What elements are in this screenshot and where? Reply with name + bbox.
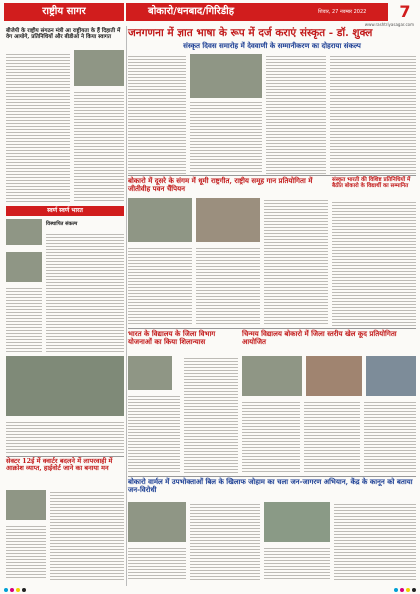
bottom-left-body-1 bbox=[6, 524, 46, 580]
left-top-headline: बीजेपी के राष्ट्रीय संगठन मंत्री आ राष्ट्रीयता के हैं दिहाती में वेग आयोगे, प्रतिनिधियों और बीडीओ ने किया स्वागत bbox=[6, 28, 121, 41]
center-photo-4 bbox=[366, 356, 416, 396]
left-top-body-2 bbox=[74, 90, 124, 202]
left-band-photo bbox=[6, 219, 42, 245]
middle-photo-1 bbox=[128, 198, 192, 242]
left-photo-2 bbox=[6, 252, 42, 282]
center-body-3 bbox=[242, 400, 300, 474]
left-top-photo bbox=[74, 50, 124, 86]
bottom-right-body-4 bbox=[334, 502, 416, 580]
section-divider bbox=[128, 476, 416, 477]
left-lower-body bbox=[6, 420, 124, 454]
main-headline: जनगणना में ज्ञात भाषा के रूप में दर्ज कराएं संस्कृत - डॉ. शुक्ल bbox=[128, 27, 373, 39]
left-top-body bbox=[6, 52, 70, 202]
main-photo bbox=[190, 54, 262, 98]
center-headline: भारत के विद्यालय के जिला विभाग योजनाओं का किया शिलान्यास bbox=[128, 329, 216, 347]
edition-title: बोकारो/धनबाद/गिरिडीह bbox=[148, 6, 235, 17]
middle-headline: बोकारो में दूसरे के संगम में धूमी राष्ट्रगीत, राष्ट्रीय समूह गान प्रतियोगिता में जीतीवीह पवन चैंपियन bbox=[128, 176, 313, 194]
center-body-1 bbox=[128, 394, 180, 474]
center-body-4 bbox=[304, 400, 360, 474]
bottom-right-body-3 bbox=[264, 546, 330, 580]
center-headline-2: चिन्मय विद्यालय बोकारो में जिला स्तरीय खेल कूद प्रतियोगिता आयोजित bbox=[242, 329, 397, 347]
left-photo-3 bbox=[6, 356, 124, 416]
print-registration-marks bbox=[394, 588, 416, 592]
section-divider bbox=[128, 175, 416, 176]
page-header bbox=[0, 0, 420, 27]
main-body-1 bbox=[128, 54, 186, 174]
right-headline: संस्कृत भारती की विशिष्ट प्रतिनिधियों में बैठीत बोकारो के विद्यार्थी का सम्मानित bbox=[332, 177, 411, 190]
bottom-right-headline: बोकारो वार्मल में उपभोक्ताओं बिल के खिलाफ जोहाम का चला जन-जागरण अभियान, केंद्र के कानून को बताया जन-विरोधी bbox=[128, 477, 413, 495]
bottom-left-body-2 bbox=[50, 490, 124, 580]
bottom-right-body-2 bbox=[190, 502, 260, 580]
middle-body-1 bbox=[128, 246, 192, 326]
left-mid-body bbox=[46, 232, 124, 352]
issue-date: शिवार, 27 नवम्बर 2022 bbox=[318, 9, 367, 15]
bottom-right-photo-2 bbox=[264, 502, 330, 542]
center-photo-1 bbox=[128, 356, 172, 390]
bottom-right-photo-1 bbox=[128, 502, 186, 542]
print-registration-marks bbox=[4, 588, 26, 592]
left-mid-headline: विस्थापित संकल्प bbox=[46, 221, 78, 227]
center-body-2 bbox=[184, 356, 238, 474]
bottom-left-headline: सेक्टर 12ई में क्वार्टर बदलने में लापरवाही में आक्रोश व्याप्त, हाईवोर्ट जाने का बनाया मन bbox=[6, 457, 113, 473]
main-body-4 bbox=[330, 54, 416, 174]
middle-body-2 bbox=[196, 246, 260, 326]
left-mid-body-2 bbox=[6, 286, 42, 352]
paper-name: राष्ट्रीय सागर bbox=[4, 3, 124, 21]
main-body-3 bbox=[266, 54, 326, 174]
main-body-2 bbox=[190, 100, 262, 174]
center-photo-2 bbox=[242, 356, 302, 396]
website-url: www.rashtriyasagar.com bbox=[364, 22, 414, 27]
section-divider bbox=[128, 328, 416, 329]
main-subheadline: संस्कृत दिवस समारोह में देववाणी के सम्मानीकरण का दोहराया संकल्प bbox=[183, 41, 361, 50]
section-divider bbox=[6, 456, 124, 457]
center-body-5 bbox=[364, 400, 416, 474]
middle-photo-2 bbox=[196, 198, 260, 242]
center-photo-3 bbox=[306, 356, 362, 396]
right-body-1 bbox=[332, 200, 416, 326]
bottom-left-photo bbox=[6, 490, 46, 520]
left-section-band: स्वर्ण स्वर्ण भारत bbox=[6, 206, 124, 216]
column-divider bbox=[126, 26, 127, 586]
page-number: 7 bbox=[399, 2, 411, 21]
middle-body-3 bbox=[264, 198, 328, 326]
bottom-right-body-1 bbox=[128, 546, 186, 580]
